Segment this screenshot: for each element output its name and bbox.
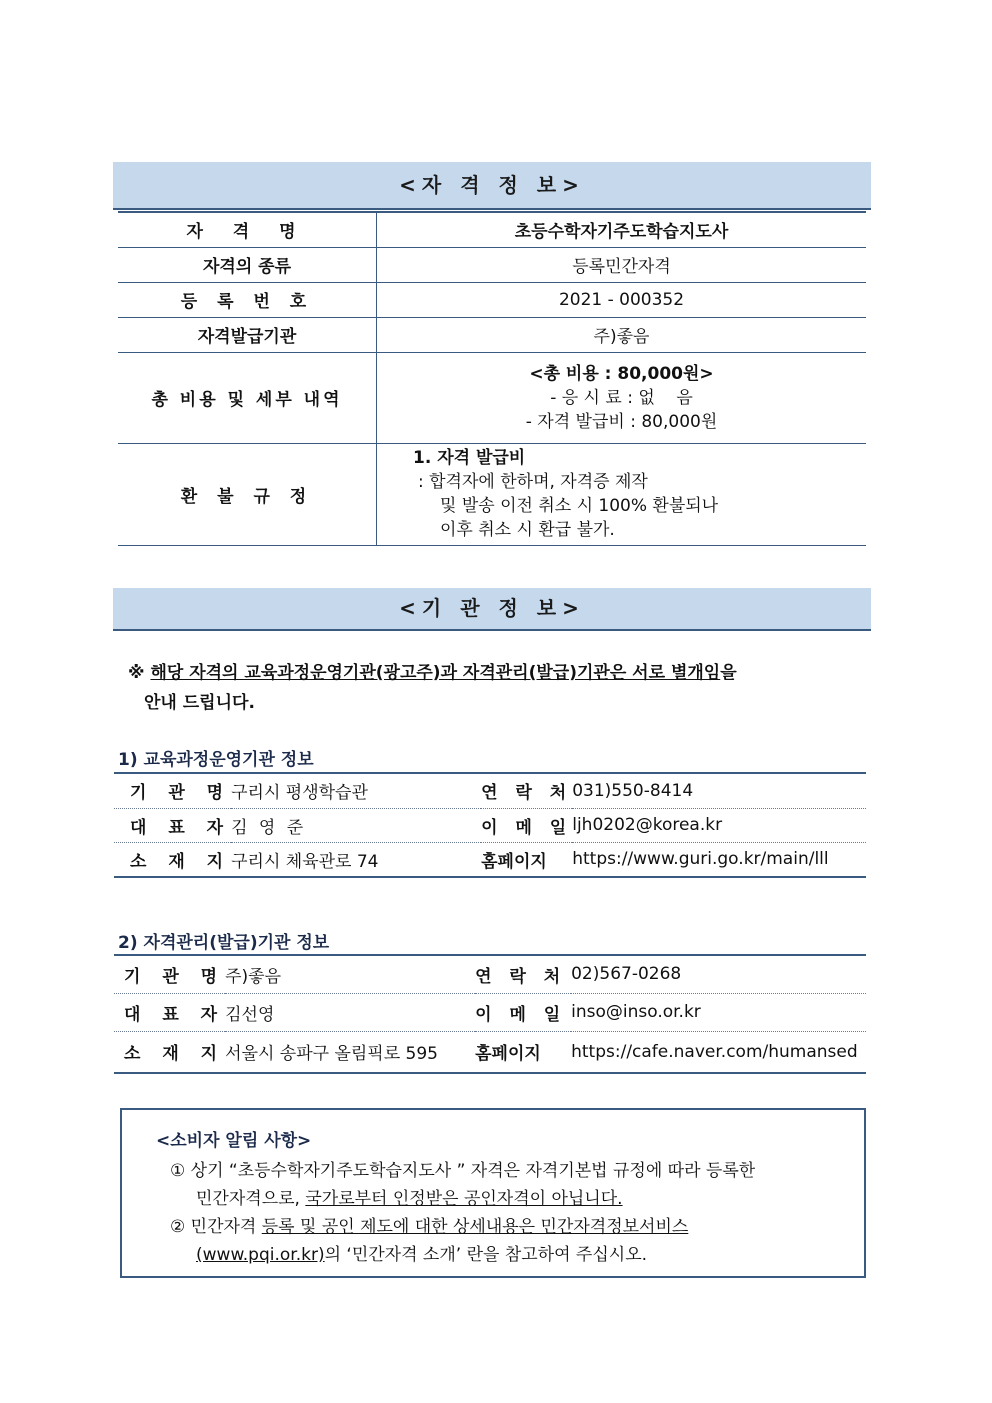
consumer-notice-item-1-cont [196,1184,623,1209]
cost-label: 총 비용 및 세부 내역 [151,390,343,410]
table-row [118,282,866,317]
table-row [118,443,866,545]
item2-line-b-plain: 의 ‘민간자격 소개’ 란을 참고하여 주십시오. [324,1245,648,1265]
item2-line-a-plain: ② 민간자격 [170,1217,262,1237]
edu-rep-label: 대 표 자 [130,817,232,838]
cert-addr-label: 소 재 지 [124,1044,226,1065]
cert-name-value: 주)좋음 [225,955,475,993]
reference-mark-icon: ※ [128,663,145,683]
item1-line-b-under: 국가로부터 인정받은 공인자격이 아닙니다. [305,1189,623,1209]
qualification-table [118,211,866,546]
consumer-notice-box [120,1108,866,1278]
table-row [118,352,866,443]
cert-home-label: 홈페이지 [475,1044,541,1065]
table-row [114,773,866,808]
item1-line-a: ① 상기 “초등수학자기주도학습지도사 ” 자격은 자격기본법 규정에 따라 등록한 [170,1161,756,1181]
qualification-info-title: <자 격 정 보> [399,173,585,197]
edu-name-label: 기 관 명 [130,783,232,804]
qualification-type-label: 자격의 종류 [118,247,377,282]
refund-policy-label: 환 불 규 정 [180,486,314,507]
issuer-label: 자격발급기관 [118,317,377,352]
edu-email-label: 이 메 일 [481,817,573,838]
cert-org-heading: 2) 자격관리(발급)기관 정보 [118,933,330,953]
refund-line-3: 이후 취소 시 환급 불가. [440,520,615,540]
table-row [114,808,866,842]
refund-line-1: : 합격자에 한하며, 자격증 제작 [418,472,648,492]
cert-contact-value: 02)567-0268 [571,955,866,993]
pqi-link[interactable]: (www.pqi.or.kr) [196,1245,325,1265]
cert-email-label: 이 메 일 [475,1004,567,1025]
cert-rep-label: 대 표 자 [124,1004,226,1025]
table-row [118,247,866,282]
edu-email-value: ljh0202@korea.kr [572,808,866,842]
edu-addr-label: 소 재 지 [130,851,232,872]
edu-contact-value: 031)550-8414 [572,773,866,808]
refund-line-2: 및 발송 이전 취소 시 100% 환불되나 [440,496,719,516]
table-row [118,212,866,247]
cost-exam-fee: - 응 시 료 : 없 음 [550,387,693,408]
qualification-name-label: 자 격 명 [186,222,308,243]
qualification-info-banner [113,162,871,210]
qualification-type-value: 등록민간자격 [377,247,867,282]
table-row [114,842,866,877]
edu-home-link[interactable]: https://www.guri.go.kr/main/lll [572,842,866,877]
organization-info-title: <기 관 정 보> [399,596,585,620]
edu-rep-value: 김 영 준 [231,808,481,842]
notice-line-2: 안내 드립니다. [144,693,255,713]
table-row [118,317,866,352]
table-row [114,993,866,1031]
notice-text: 해당 자격의 교육과정운영기관(광고주)과 자격관리(발급)기관은 서로 별개임 [150,663,721,683]
edu-addr-value: 구리시 체육관로 74 [231,842,481,877]
notice-text-tail: 을 [720,663,737,683]
edu-contact-label: 연 락 처 [481,783,573,804]
registration-number-label: 등 록 번 호 [180,292,314,312]
cert-org-table [114,954,866,1074]
table-row [114,955,866,993]
refund-policy-cell [377,443,867,545]
table-row [114,1031,866,1073]
item1-line-b-plain: 민간자격으로, [196,1189,306,1209]
organization-info-banner [113,588,871,631]
edu-home-label: 홈페이지 [481,851,547,872]
cert-addr-value: 서울시 송파구 올림픽로 595 [225,1031,475,1073]
cert-home-link[interactable]: https://cafe.naver.com/humansed [571,1031,866,1073]
separate-organization-notice [128,658,828,718]
edu-name-value: 구리시 평생학습관 [231,773,481,808]
qualification-name-value: 초등수학자기주도학습지도사 [377,212,867,247]
cert-email-value: inso@inso.or.kr [571,993,866,1031]
cert-contact-label: 연 락 처 [475,966,567,987]
issuer-value: 주)좋음 [377,317,867,352]
item2-line-a-under: 등록 및 공인 제도에 대한 상세내용은 민간자격정보서비스 [261,1217,689,1237]
consumer-notice-item-1 [170,1156,755,1181]
cert-rep-value: 김선영 [225,993,475,1031]
edu-org-table [114,772,866,878]
cost-issue-fee: - 자격 발급비 : 80,000원 [525,411,718,432]
consumer-notice-item-2-cont [196,1240,647,1265]
consumer-notice-item-2 [170,1212,688,1237]
cost-total: <총 비용 : 80,000원> [529,363,714,384]
registration-number-value: 2021 - 000352 [377,282,867,317]
consumer-notice-title: <소비자 알림 사항> [156,1131,312,1151]
cert-name-label: 기 관 명 [124,966,226,987]
cost-detail-cell [377,352,867,443]
edu-org-heading: 1) 교육과정운영기관 정보 [118,750,314,770]
refund-title: 1. 자격 발급비 [413,448,526,468]
